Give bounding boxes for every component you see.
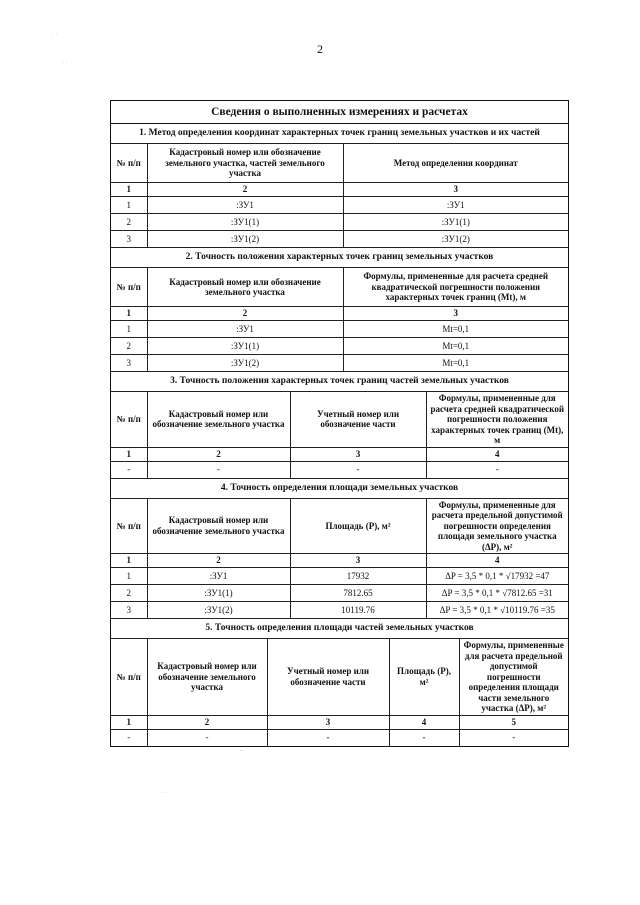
column-header: Кадастровый номер или обозначение земельного участка [147,639,267,716]
section-3-title: 3. Точность положения характерных точек границ частей земельных участков [111,372,568,392]
table-row [111,355,568,372]
table-row [111,729,568,746]
cell: 7812.65 [290,585,426,602]
cell: - [147,729,267,746]
cell: 3 [111,602,147,619]
column-header: Площадь (P), м² [389,639,459,716]
column-header: Кадастровый номер или обозначение земельного участка [147,268,343,307]
section-2-table [111,248,568,372]
cell: - [147,461,290,478]
column-number: 4 [426,447,568,461]
cell: 10119.76 [290,602,426,619]
table-row [111,585,568,602]
cell: - [267,729,389,746]
column-header: Площадь (P), м² [290,498,426,554]
column-number: 2 [147,715,267,729]
column-number: 1 [111,554,147,568]
table-row [111,602,568,619]
cell: - [389,729,459,746]
column-header: № п/п [111,144,147,183]
column-number: 2 [147,447,290,461]
column-header: Формулы, примененные для расчета средней квадратической погрешности положения характерных точек границ (Mt), м [343,268,568,307]
column-number: 4 [426,554,568,568]
cell: 3 [111,355,147,372]
cell: 2 [111,585,147,602]
measurements-document [110,100,569,747]
column-number: 3 [343,307,568,321]
column-number: 2 [147,183,343,197]
cell: :ЗУ1(1) [147,585,290,602]
scan-speck: · · [162,790,168,796]
table-row [111,461,568,478]
cell: :ЗУ1 [147,321,343,338]
cell: 2 [111,214,147,231]
column-number: 4 [389,715,459,729]
column-header: Формулы, примененные для расчета предельной допустимой погрешности определения площади земельного участка (ΔP), м² [426,498,568,554]
table-row [111,231,568,248]
scan-speck: - [240,748,242,754]
column-number: 1 [111,715,147,729]
cell: :ЗУ1(2) [147,602,290,619]
cell: - [290,461,426,478]
column-number: 2 [147,307,343,321]
section-5-title: 5. Точность определения площади частей земельных участков [111,619,568,639]
table-row [111,568,568,585]
cell: 1 [111,321,147,338]
column-header: № п/п [111,392,147,448]
cell: Mt=0,1 [343,338,568,355]
cell: Mt=0,1 [343,355,568,372]
cell: :ЗУ1(2) [147,355,343,372]
column-header: Учетный номер или обозначение части [290,392,426,448]
section-5-table [111,619,568,746]
column-header: Кадастровый номер или обозначение земельного участка [147,498,290,554]
column-number: 3 [343,183,568,197]
column-header: № п/п [111,268,147,307]
column-header: Кадастровый номер или обозначение земельного участка, частей земельного участка [147,144,343,183]
cell: :ЗУ1(2) [343,231,568,248]
column-header: Учетный номер или обозначение части [267,639,389,716]
document-title: Сведения о выполненных измерениях и расчетах [111,101,568,124]
cell: 1 [111,568,147,585]
cell: :ЗУ1(1) [343,214,568,231]
cell: 1 [111,197,147,214]
cell: 2 [111,338,147,355]
column-header: № п/п [111,498,147,554]
table-row [111,321,568,338]
cell: :ЗУ1(1) [147,214,343,231]
column-number: 1 [111,307,147,321]
cell: - [111,461,147,478]
column-number: 3 [290,447,426,461]
cell: 3 [111,231,147,248]
table-row [111,214,568,231]
cell: :ЗУ1 [147,568,290,585]
formula-cell: ΔP = 3,5 * 0,1 * √10119.76 =35 [426,602,568,619]
column-header: № п/п [111,639,147,716]
column-number: 3 [267,715,389,729]
table-row [111,197,568,214]
column-header: Формулы, примененные для расчета предельной допустимой погрешности определения площади части земельного участка (ΔP), м² [459,639,568,716]
cell: :ЗУ1 [343,197,568,214]
column-header: Кадастровый номер или обозначение земельного участка [147,392,290,448]
section-4-title: 4. Точность определения площади земельных участков [111,479,568,499]
section-3-table [111,372,568,479]
column-number: 2 [147,554,290,568]
column-number: 3 [290,554,426,568]
formula-cell: ΔP = 3,5 * 0,1 * √17932 =47 [426,568,568,585]
table-row [111,338,568,355]
cell: - [459,729,568,746]
section-1-title: 1. Метод определения координат характерных точек границ земельных участков и их частей [111,124,568,144]
column-header: Метод определения координат [343,144,568,183]
cell: - [426,461,568,478]
cell: 17932 [290,568,426,585]
cell: :ЗУ1(2) [147,231,343,248]
page-number: 2 [317,42,323,56]
cell: Mt=0,1 [343,321,568,338]
section-1-table [111,124,568,248]
formula-cell: ΔP = 3,5 * 0,1 * √7812.65 =31 [426,585,568,602]
section-2-title: 2. Точность положения характерных точек границ земельных участков [111,248,568,268]
scan-speck: · · [62,60,68,66]
column-number: 5 [459,715,568,729]
column-number: 1 [111,447,147,461]
column-header: Формулы, примененные для расчета средней квадратической погрешности положения характерных точек границ (Mt), м [426,392,568,448]
cell: - [111,729,147,746]
scan-speck: · · [52,32,58,38]
section-4-table [111,479,568,620]
cell: :ЗУ1(1) [147,338,343,355]
cell: :ЗУ1 [147,197,343,214]
column-number: 1 [111,183,147,197]
